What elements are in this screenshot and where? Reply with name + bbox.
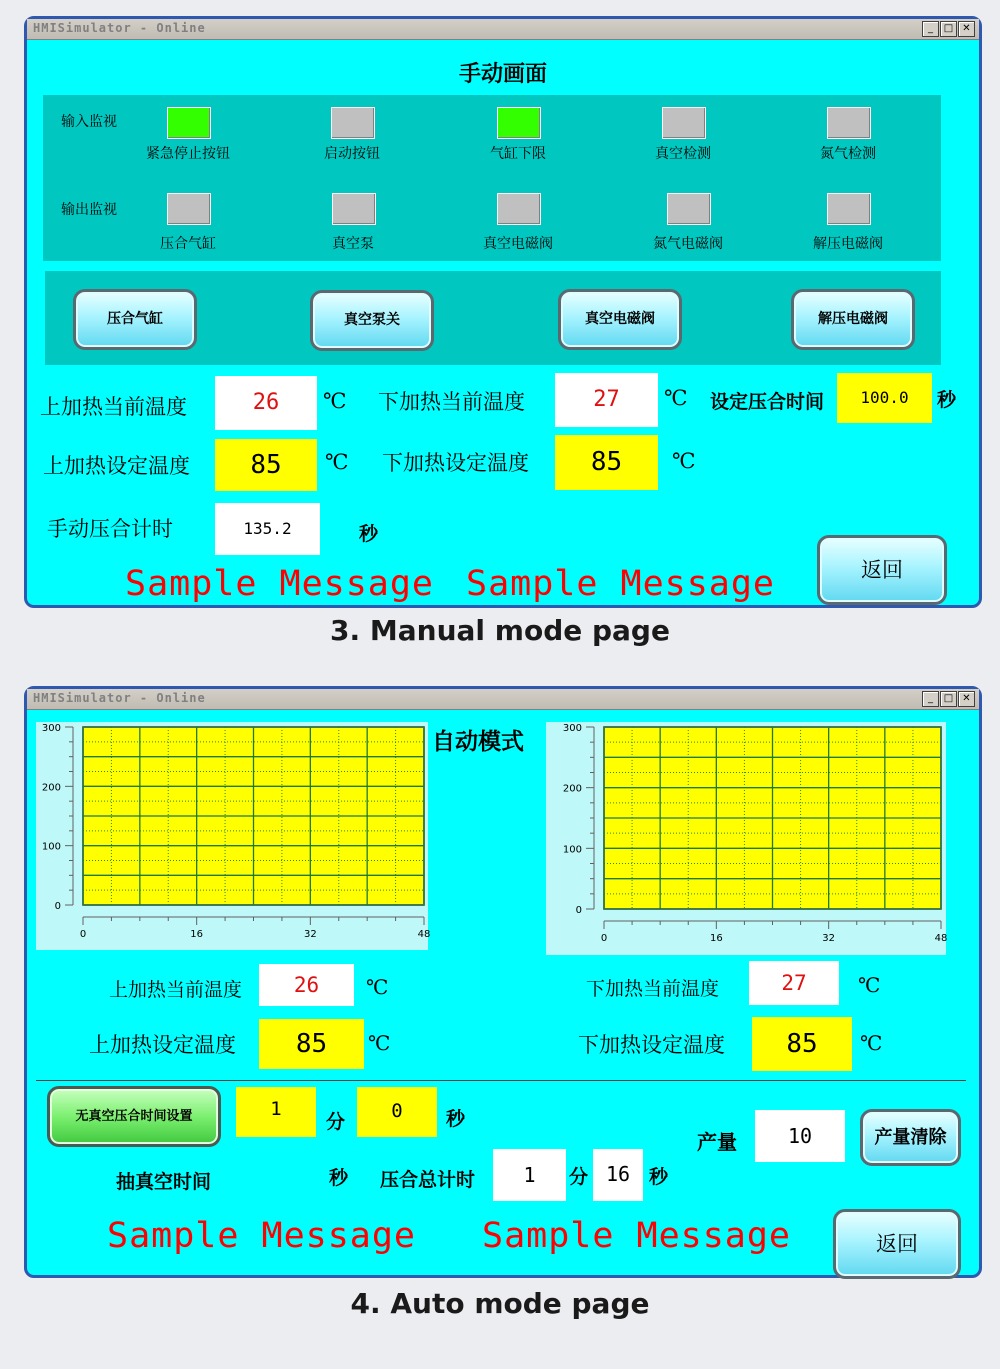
divider-line [36, 1080, 966, 1081]
x-tick-label: 0 [79, 929, 87, 940]
upper-set-temp-label: 上加热设定温度 [43, 454, 190, 478]
celsius-unit: ℃ [860, 1031, 883, 1055]
no-vacuum-time-setting-button[interactable]: 无真空压合时间设置 [47, 1086, 221, 1147]
sample-message-2: Sample Message [466, 564, 776, 604]
x-tick-label: 48 [417, 929, 431, 940]
output-indicator-3 [497, 193, 541, 225]
upper-temp-chart [36, 722, 431, 950]
x-tick-label: 32 [303, 929, 317, 940]
y-tick-label: 100 [562, 844, 582, 856]
input-indicator-1 [167, 107, 211, 139]
lower-current-temp-value: 27 [749, 961, 839, 1005]
output-indicator-label: 压合气缸 [160, 236, 216, 252]
clear-output-button[interactable]: 产量清除 [860, 1109, 961, 1166]
output-indicator-label: 氮气电磁阀 [653, 236, 723, 252]
maximize-button[interactable]: □ [940, 21, 957, 37]
input-indicator-label: 启动按钮 [324, 146, 380, 162]
manual-press-timer-label: 手动压合计时 [47, 517, 173, 541]
output-indicator-1 [167, 193, 211, 225]
x-tick-label: 48 [934, 933, 948, 944]
press-time-set-value[interactable]: 100.0 [837, 373, 932, 423]
y-tick-label: 200 [562, 783, 582, 795]
input-indicator-3 [497, 107, 541, 139]
press-total-seconds: 16 [593, 1149, 643, 1201]
lower-current-temp-label: 下加热当前温度 [586, 978, 720, 1000]
input-indicator-5 [827, 107, 871, 139]
release-valve-button[interactable]: 解压电磁阀 [791, 289, 915, 350]
x-tick-label: 0 [600, 933, 608, 944]
celsius-unit: ℃ [366, 975, 389, 999]
no-vacuum-minutes[interactable]: 1 [236, 1087, 316, 1137]
press-total-timer-label: 压合总计时 [380, 1169, 476, 1191]
maximize-button[interactable]: □ [940, 691, 957, 707]
press-cylinder-button[interactable]: 压合气缸 [73, 289, 197, 350]
press-total-minutes: 1 [493, 1149, 566, 1201]
output-count-value: 10 [755, 1110, 845, 1162]
y-tick-label: 100 [41, 841, 61, 853]
output-indicator-4 [667, 193, 711, 225]
y-tick-label: 0 [54, 901, 61, 912]
celsius-unit: ℃ [368, 1031, 391, 1055]
output-count-label: 产量 [697, 1130, 737, 1154]
vacuum-valve-button[interactable]: 真空电磁阀 [558, 289, 682, 350]
manual-caption: 3. Manual mode page [330, 614, 670, 647]
y-tick-label: 300 [562, 723, 582, 734]
celsius-unit: ℃ [323, 389, 347, 413]
sample-message-2: Sample Message [482, 1216, 792, 1256]
celsius-unit: ℃ [858, 973, 881, 997]
x-tick-label: 16 [190, 929, 204, 940]
upper-current-temp-value: 26 [259, 964, 354, 1006]
manual-press-timer-value: 135.2 [215, 503, 320, 555]
input-monitor-label: 输入监视 [61, 114, 117, 130]
output-indicator-label: 解压电磁阀 [813, 236, 883, 252]
celsius-unit: ℃ [325, 450, 349, 474]
lower-set-temp-value[interactable]: 85 [555, 435, 658, 490]
no-vacuum-seconds[interactable]: 0 [357, 1087, 437, 1137]
close-button[interactable]: ✕ [958, 21, 975, 37]
input-indicator-label: 真空检测 [655, 146, 711, 162]
upper-set-temp-value[interactable]: 85 [215, 439, 317, 491]
manual-titlebar [27, 19, 979, 40]
lower-set-temp-value[interactable]: 85 [752, 1017, 852, 1071]
sample-message-1: Sample Message [125, 564, 435, 604]
upper-set-temp-value[interactable]: 85 [259, 1019, 364, 1069]
upper-current-temp-label: 上加热当前温度 [109, 979, 243, 1001]
back-button[interactable]: 返回 [833, 1209, 961, 1279]
lower-current-temp-value: 27 [555, 373, 658, 427]
lower-set-temp-label: 下加热设定温度 [382, 451, 529, 475]
lower-temp-chart [546, 722, 946, 955]
close-button[interactable]: ✕ [958, 691, 975, 707]
x-tick-label: 32 [822, 933, 836, 944]
upper-set-temp-label: 上加热设定温度 [89, 1033, 236, 1057]
page-title: 手动画面 [458, 62, 547, 87]
window-title: HMISimulator - Online [33, 21, 206, 35]
y-tick-label: 300 [41, 723, 61, 734]
minutes-unit: 分 [326, 1111, 346, 1133]
output-indicator-label: 真空电磁阀 [483, 236, 553, 252]
auto-window [24, 686, 982, 1278]
auto-caption: 4. Auto mode page [350, 1287, 650, 1320]
manual-window [24, 16, 982, 608]
y-tick-label: 0 [575, 905, 582, 916]
seconds-unit: 秒 [359, 523, 379, 545]
minimize-button[interactable]: _ [922, 21, 939, 37]
input-indicator-2 [331, 107, 375, 139]
output-indicator-label: 真空泵 [332, 236, 374, 252]
y-tick-label: 200 [41, 782, 61, 794]
output-indicator-5 [827, 193, 871, 225]
seconds-unit: 秒 [649, 1166, 669, 1188]
seconds-unit: 秒 [446, 1108, 466, 1130]
page-title: 自动模式 [432, 728, 524, 755]
press-time-set-label: 设定压合时间 [710, 391, 825, 413]
celsius-unit: ℃ [664, 386, 688, 410]
input-indicator-label: 氮气检测 [820, 146, 876, 162]
upper-current-temp-label: 上加热当前温度 [40, 395, 187, 419]
seconds-unit: 秒 [329, 1167, 349, 1189]
lower-current-temp-label: 下加热当前温度 [378, 390, 525, 414]
input-indicator-label: 气缸下限 [490, 146, 546, 162]
input-indicator-label: 紧急停止按钮 [146, 146, 230, 162]
celsius-unit: ℃ [672, 449, 696, 473]
upper-current-temp-value: 26 [215, 376, 317, 430]
sample-message-1: Sample Message [107, 1216, 417, 1256]
window-title: HMISimulator - Online [33, 691, 206, 705]
vacuum-time-label: 抽真空时间 [116, 1171, 212, 1193]
x-tick-label: 16 [709, 933, 723, 944]
output-indicator-2 [332, 193, 376, 225]
vacuum-pump-off-button[interactable]: 真空泵关 [310, 290, 434, 351]
back-button[interactable]: 返回 [817, 535, 947, 605]
auto-titlebar [27, 689, 979, 710]
input-indicator-4 [662, 107, 706, 139]
lower-set-temp-label: 下加热设定温度 [578, 1033, 725, 1057]
minimize-button[interactable]: _ [922, 691, 939, 707]
output-monitor-label: 输出监视 [61, 202, 117, 218]
minutes-unit: 分 [569, 1166, 589, 1188]
seconds-unit: 秒 [937, 389, 957, 411]
